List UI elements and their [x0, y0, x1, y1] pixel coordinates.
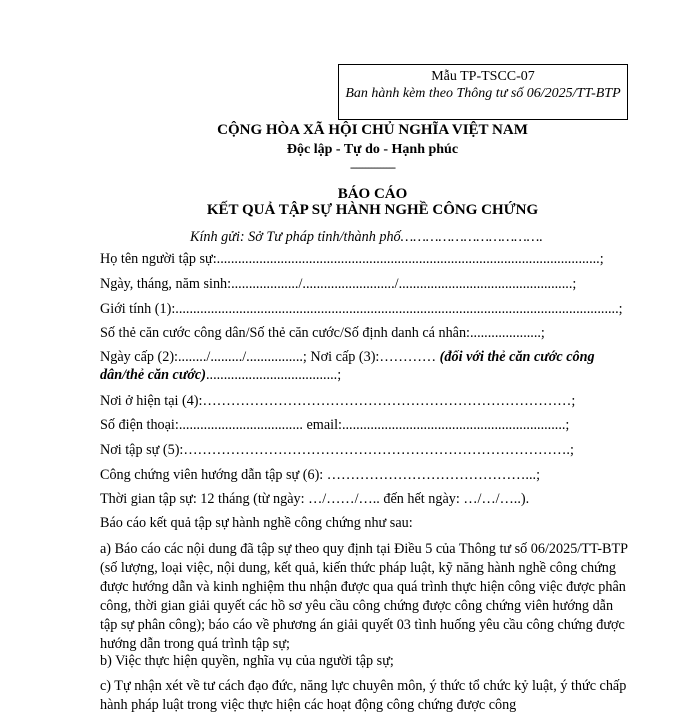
field-address: Nơi ở hiện tại (4):……………………………………………………………………;	[100, 393, 576, 409]
issue-date-text: Ngày cấp (2):......../........./................; Nơi cấp (3):…………	[100, 349, 437, 365]
report-intro: Báo cáo kết quả tập sự hành nghề công chứng như sau:	[100, 515, 413, 531]
field-phone: Số điện thoại:................................... email:...............................................................;	[100, 417, 570, 433]
national-title: CỘNG HÒA XÃ HỘI CHỦ NGHĨA VIỆT NAM	[217, 122, 528, 138]
issue-tail: .....................................;	[205, 367, 342, 383]
report-subtitle: KẾT QUẢ TẬP SỰ HÀNH NGHỀ CÔNG CHỨNG	[206, 202, 539, 218]
section-a: a) Báo cáo các nội dung đã tập sự theo quy định tại Điều 5 của Thông tư số 06/2025/TT-BTP (số lượng, loại việc, nội dung, kết quả, kiến thức pháp luật, kỹ năng hành nghề công chứng được hướng dẫn và kinh nghiệm thu nhận được qua quá trình thực hiện công việc được phân công, thời gian giải quyết các hồ sơ yêu cầu công chứng được công chứng viên hướng dẫn tập sự phân công); báo cáo về phương án giải quyết 03 tình huống yêu cầu công chứng được hướng dẫn trong quá trình tập sự;	[100, 541, 628, 652]
field-period: Thời gian tập sự: 12 tháng (từ ngày: …/……/….. đến hết ngày: …/…/…..).	[100, 491, 530, 507]
form-code: Mẫu TP-TSCC-07	[431, 69, 535, 84]
section-b: b) Việc thực hiện quyền, nghĩa vụ của người tập sự;	[100, 653, 394, 669]
issue-note-b: dân/thẻ căn cước)	[100, 367, 206, 383]
report-title: BÁO CÁO	[337, 186, 408, 202]
field-issue-note	[100, 366, 341, 384]
field-gender: Giới tính (1):.............................................................................................................................;	[100, 301, 623, 317]
form-code-box	[338, 64, 628, 120]
issue-note-a: (đối với thẻ căn cước công	[439, 349, 595, 365]
field-dob: Ngày, tháng, năm sinh:.................../........................../.................................................;	[100, 276, 577, 292]
form-issued-by: Ban hành kèm theo Thông tư số 06/2025/TT-BTP	[345, 86, 621, 101]
recipient-line: Kính gửi: Sở Tư pháp tỉnh/thành phố…………………………….	[190, 229, 543, 245]
field-name: Họ tên người tập sự:............................................................................................................;	[100, 251, 604, 267]
field-supervisor: Công chứng viên hướng dẫn tập sự (6): ……………………………………...;	[100, 467, 541, 483]
national-motto: Độc lập - Tự do - Hạnh phúc	[286, 142, 459, 157]
section-c: c) Tự nhận xét về tư cách đạo đức, năng lực chuyên môn, ý thức tổ chức kỷ luật, ý thức chấp hành pháp luật trong việc thực hiện các hoạt động công chứng được công	[100, 678, 627, 713]
field-workplace: Nơi tập sự (5):……………………………………………………………………….;	[100, 442, 574, 458]
field-issue-date	[100, 348, 595, 366]
field-id-number: Số thẻ căn cước công dân/Số thẻ căn cước/Số định danh cá nhân:....................;	[100, 325, 545, 341]
header-divider: ---------------	[350, 160, 395, 174]
